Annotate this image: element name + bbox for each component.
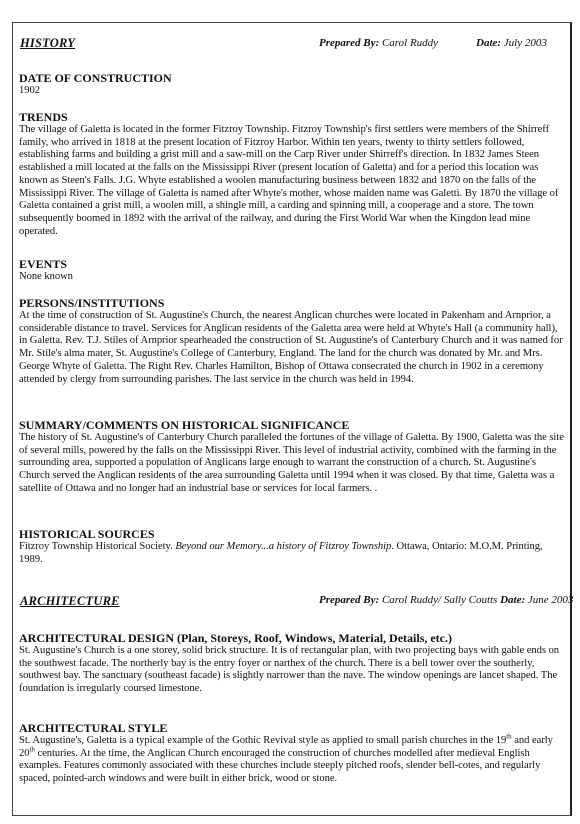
persons-heading: PERSONS/INSTITUTIONS: [19, 296, 165, 310]
prepared-label: Prepared By:: [319, 37, 380, 49]
ordinal-suffix: th: [506, 732, 512, 741]
summary-heading: SUMMARY/COMMENTS ON HISTORICAL SIGNIFICANCE: [19, 418, 350, 432]
document-page: [12, 22, 572, 816]
sources-book-title: Beyond our Memory...a history of Fitzroy Township: [175, 541, 392, 552]
events-heading: EVENTS: [19, 257, 68, 271]
events-value: None known: [19, 271, 73, 282]
sources-imprint: . Ottawa, Ontario: M.O.M. Printing, 1989.: [19, 541, 543, 565]
date-value: June 2003: [527, 594, 574, 606]
history-header: [19, 36, 566, 52]
trends-section: [19, 111, 566, 238]
history-prepared-by: [319, 37, 438, 49]
style-text-part-a: St. Augustine's, Galetta is a typical example of the Gothic Revival style as applied to small parish churches in the 19: [19, 735, 507, 746]
design-text: St. Augustine's Church is a one storey, solid brick structure. It is of rectangular plan, with two projecting bays with gable ends on the southwest facade. The northerly bay is the entry foyer or narthex of the church. There is a bell tower over the southerly, southwest bay. The sanctuary (southeast facade) is slightly narrower than the nave. The window openings are lancet shaped. The foundation is irregularly coursed limestone.: [19, 645, 560, 695]
style-text-part-c: centuries. At the time, the Anglican Church encouraged the construction of churches modelled after medieval English examples. Features commonly associated with these churches include steeply pitched roofs, slender bell-cotes, and regularly spaced, pointed-arch windows and were built in either brick, wood or stone.: [19, 747, 541, 785]
sources-text: [19, 541, 566, 566]
style-text: [19, 732, 566, 786]
construction-section: [19, 72, 566, 98]
trends-text: The village of Galetta is located in the former Fitzroy Township. Fitzroy Township's first settlers were members of the Shirreff family, who arrived in 1818 at the present location of Fitzroy Harbor. Within ten years, twenty to thirty settlers followed, establishing farms and building a grist mill and a saw-mill on the Carp River under Shirreff's direction. In 1832 James Steen established a mill located at the falls on the Mississippi River (present location of Galetta) and for a period this location was known as Steen's Falls. J.G. Whyte established a woolen manufacturing business between 1832 and 1870 on the falls of the Mississippi River. The village of Galetta is named after Whyte's mother, whose maiden name was Galetti. By 1870 the village of Galetta contained a grist mill, a woolen mill, a shingle mill, a carding and spinning mill, a cooperage and a store. The town subsequently boomed in 1892 with the arrival of the railway, and during the First World War when the Kingdon lead mine operated.: [19, 124, 559, 237]
style-section: [19, 722, 566, 786]
design-heading: ARCHITECTURAL DESIGN (Plan, Storeys, Roof, Windows, Material, Details, etc.): [19, 631, 453, 645]
summary-text: The history of St. Augustine's of Canterbury Church paralleled the fortunes of the village of Galetta. By 1900, Galetta was the site of several mills, powered by the falls on the Mississippi River. This level of industrial activity, combined with the farming in the surrounding area, supported a population of Anglicans large enough to warrant the construction of a church. St. Augustine's Church served the Anglican residents of the area surrounding Galetta until 1994 when it was closed. By that time, Galetta was a satellite of Ottawa and no longer had an industrial base or services for local farmers. .: [19, 432, 564, 494]
events-section: [19, 258, 566, 284]
construction-heading: DATE OF CONSTRUCTION: [19, 71, 172, 85]
sources-publisher: Fitzroy Township Historical Society.: [19, 541, 176, 552]
design-section: [19, 632, 566, 696]
preparer-name: Carol Ruddy/ Sally Coutts: [381, 594, 498, 606]
style-text-part-b: and early 20: [19, 735, 553, 759]
prepared-label: Prepared By:: [319, 594, 380, 606]
style-heading: ARCHITECTURAL STYLE: [19, 721, 168, 735]
trends-heading: TRENDS: [19, 110, 68, 124]
sources-section: [19, 528, 566, 566]
summary-section: [19, 419, 566, 496]
date-value: July 2003: [503, 37, 547, 49]
sources-heading: HISTORICAL SOURCES: [19, 527, 155, 541]
history-date: [476, 37, 547, 49]
ordinal-suffix: th: [29, 745, 35, 754]
construction-value: 1902: [19, 85, 40, 96]
date-label: Date:: [500, 594, 526, 606]
architecture-prepared-by: [319, 594, 574, 607]
document-body: [19, 36, 574, 785]
preparer-name: Carol Ruddy: [381, 37, 439, 49]
architecture-title: ARCHITECTURE: [20, 594, 120, 608]
persons-text: At the time of construction of St. Augustine's Church, the nearest Anglican churches were located in Pakenham and Arnprior, a considerable distance to travel. Services for Anglican residents of the Galetta area were held at Whyte's Hall (a community hall), in Galetta. Rev. T.J. Stiles of Arnprior spearheaded the construction of St. Augustine's of Canterbury Church and it was named for Mr. Stile's alma mater, St. Augustine's College of Canterbury, England. The land for the church was donated by Mr. and Mrs. George Whyte of Galetta. The Right Rev. Charles Hamilton, Bishop of Ottawa consecrated the church in 1902 in a ceremony attended by clergy from surrounding parishes. The last service in the church was held in 1994.: [19, 310, 563, 385]
date-label: Date:: [476, 37, 502, 49]
history-title: HISTORY: [20, 36, 76, 50]
persons-section: [19, 297, 566, 386]
